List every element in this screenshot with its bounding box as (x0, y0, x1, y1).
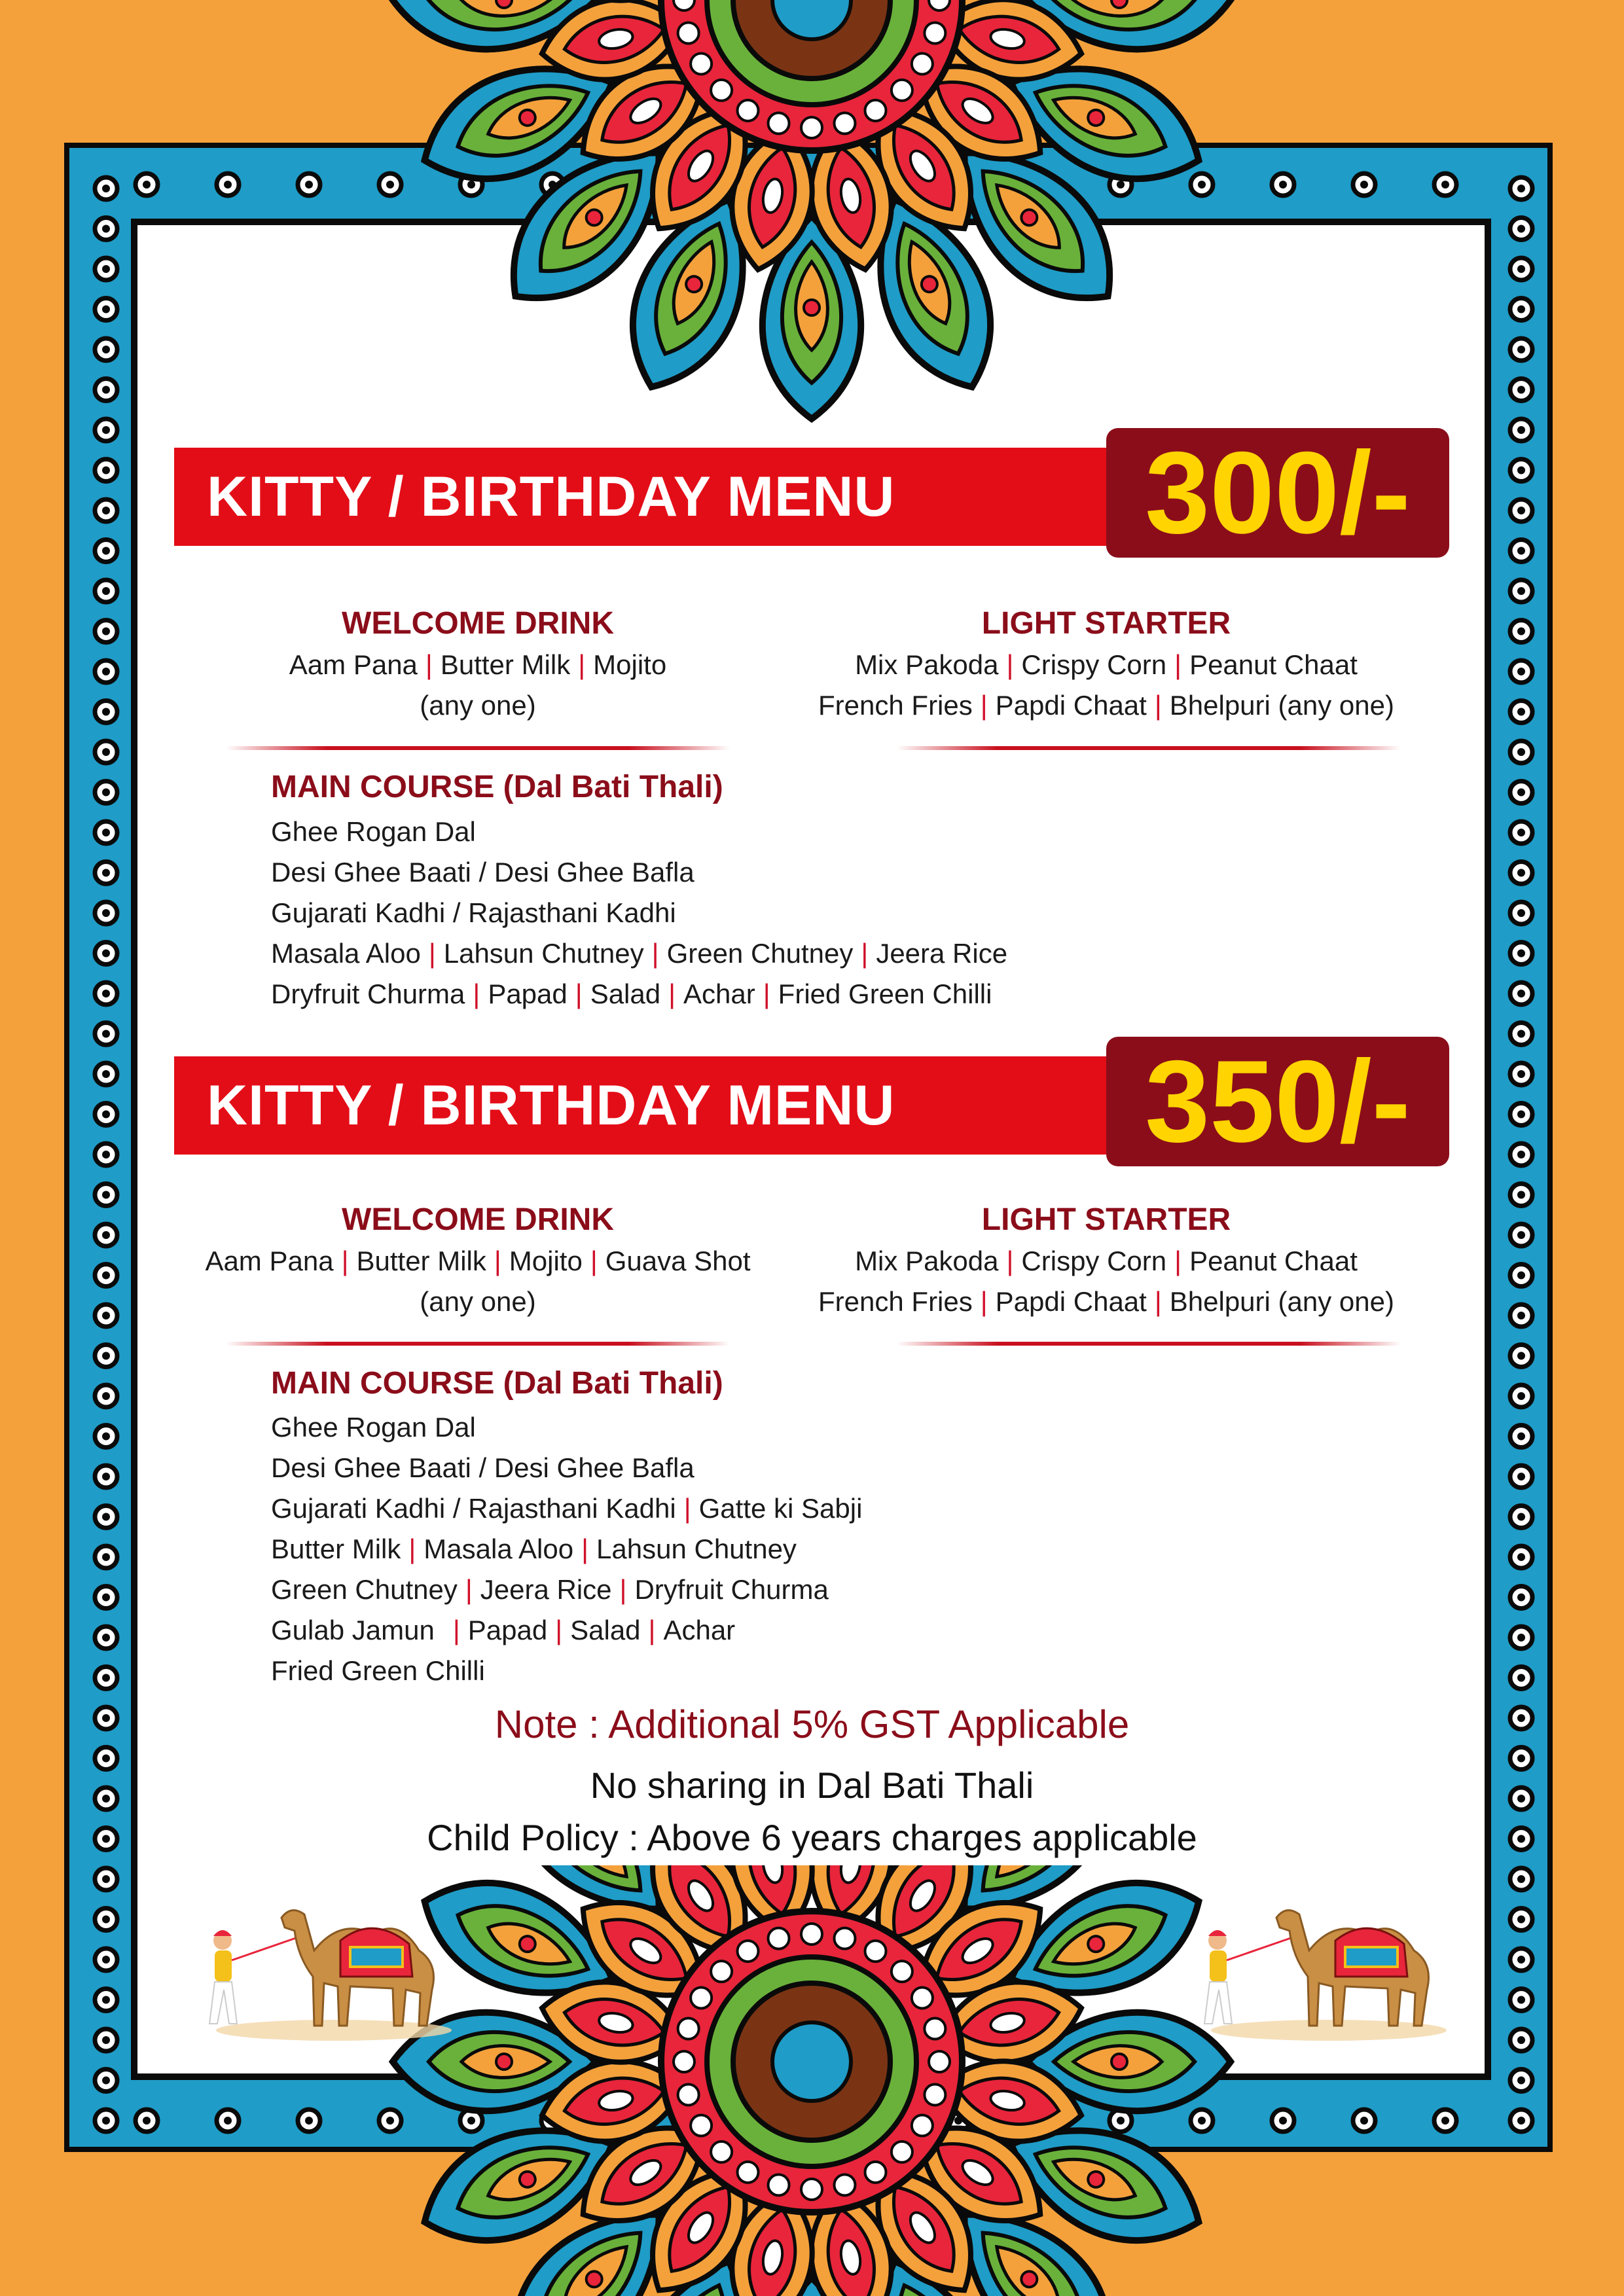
list-item (271, 1407, 862, 1448)
drink-item: Guava Shot (605, 1246, 751, 1276)
dish: Papad (467, 1615, 548, 1645)
gst-note: Note : Additional 5% GST Applicable (494, 1702, 1130, 1746)
menu-1-light-starter-line1 (779, 649, 1434, 681)
starter-item: Peanut Chaat (1189, 1246, 1358, 1276)
menu-1-welcome-drink-heading: WELCOME DRINK (342, 606, 614, 641)
dish: Dryfruit Churma (634, 1574, 829, 1605)
list-item (271, 893, 1007, 933)
drink-item: Aam Pana (289, 649, 418, 680)
separator: | (668, 978, 676, 1009)
menu-2-starter-divider (897, 1342, 1401, 1346)
separator: | (980, 690, 988, 721)
separator: | (428, 938, 436, 969)
dish: Desi Ghee Baati / Desi Ghee Bafla (271, 857, 695, 888)
list-item (271, 1529, 862, 1570)
separator: | (452, 1615, 460, 1645)
dish: Lahsun Chutney (596, 1534, 797, 1564)
dish: Dryfruit Churma (271, 978, 465, 1009)
camel-illustration-right (1178, 1878, 1460, 2049)
list-item (271, 1651, 862, 1691)
dish: Fried Green Chilli (778, 978, 992, 1009)
list-item (271, 933, 1007, 974)
menu-1-light-starter-line2 (779, 690, 1434, 721)
menu-1-welcome-drink-note: (any one) (420, 690, 536, 721)
separator: | (575, 978, 583, 1009)
dish: Salad (570, 1615, 641, 1645)
separator: | (1154, 690, 1162, 721)
dish: Gulab Jamun (271, 1615, 435, 1645)
dish: Salad (590, 978, 661, 1009)
list-item (271, 974, 1007, 1014)
dish: Gujarati Kadhi / Rajasthani Kadhi (271, 1493, 676, 1524)
separator: | (581, 1534, 589, 1564)
separator: | (473, 978, 480, 1009)
dish: Ghee Rogan Dal (271, 1412, 476, 1443)
dish: Desi Ghee Baati / Desi Ghee Bafla (271, 1452, 695, 1483)
separator: | (590, 1246, 598, 1276)
starter-item: Bhelpuri (any one) (1169, 1286, 1394, 1317)
starter-item: Crispy Corn (1021, 1246, 1167, 1276)
mandala-top-overlay (216, 0, 1407, 432)
dish: Papad (488, 978, 568, 1009)
drink-item: Mojito (593, 649, 667, 680)
separator: | (408, 1534, 416, 1564)
starter-item: Mix Pakoda (855, 649, 999, 680)
menu-2-light-starter-line1 (779, 1246, 1434, 1277)
child-policy-note: Child Policy : Above 6 years charges applicable (427, 1817, 1197, 1858)
menu-2-welcome-drink-items (151, 1246, 805, 1277)
menu-2-light-starter-line2 (779, 1286, 1434, 1318)
dish: Achar (663, 1615, 736, 1645)
list-item (271, 1488, 862, 1529)
starter-item: French Fries (818, 690, 973, 721)
menu-2-light-starter-heading: LIGHT STARTER (981, 1202, 1231, 1237)
starter-item: Papdi Chaat (995, 1286, 1147, 1317)
dish: Green Chutney (271, 1574, 458, 1605)
separator: | (648, 1615, 656, 1645)
drink-item: Butter Milk (356, 1246, 486, 1276)
menu-1-price-badge: 300/- (1106, 428, 1449, 558)
separator: | (425, 649, 433, 680)
starter-item: Papdi Chaat (995, 690, 1147, 721)
dish: Gatte ki Sabji (698, 1493, 863, 1524)
starter-item: Bhelpuri (any one) (1169, 690, 1394, 721)
starter-item: Crispy Corn (1021, 649, 1167, 680)
separator: | (1174, 1246, 1182, 1276)
dish: Gujarati Kadhi / Rajasthani Kadhi (271, 897, 676, 928)
list-item (271, 812, 1007, 852)
dish: Fried Green Chilli (271, 1655, 485, 1686)
separator: | (555, 1615, 563, 1645)
list-item (271, 1570, 862, 1610)
list-item (271, 1610, 862, 1651)
separator: | (683, 1493, 691, 1524)
separator: | (465, 1574, 473, 1605)
menu-2-title: KITTY / BIRTHDAY MENU (207, 1074, 895, 1137)
dish: Ghee Rogan Dal (271, 816, 476, 847)
separator: | (1154, 1286, 1162, 1317)
list-item (271, 852, 1007, 893)
separator: | (861, 938, 869, 969)
starter-item: French Fries (818, 1286, 973, 1317)
menu-2-welcome-drink-note: (any one) (420, 1286, 536, 1317)
dish: Jeera Rice (876, 938, 1008, 969)
separator: | (341, 1246, 349, 1276)
separator: | (1006, 649, 1014, 680)
separator: | (651, 938, 659, 969)
sharing-note: No sharing in Dal Bati Thali (590, 1765, 1034, 1806)
menu-1-light-starter-heading: LIGHT STARTER (981, 606, 1231, 641)
menu-1-starter-divider (897, 746, 1401, 750)
menu-1-welcome-divider (226, 746, 730, 750)
dish: Masala Aloo (271, 938, 421, 969)
separator: | (763, 978, 770, 1009)
separator: | (1174, 649, 1182, 680)
dish: Jeera Rice (480, 1574, 612, 1605)
camel-illustration-left (183, 1878, 465, 2049)
separator: | (619, 1574, 627, 1605)
menu-2-main-course-list (271, 1407, 862, 1691)
dish: Lahsun Chutney (443, 938, 644, 969)
drink-item: Mojito (509, 1246, 583, 1276)
dish: Butter Milk (271, 1534, 401, 1564)
menu-2-welcome-divider (226, 1342, 730, 1346)
menu-1-main-course-heading: MAIN COURSE (Dal Bati Thali) (271, 770, 723, 804)
menu-2-welcome-drink-heading: WELCOME DRINK (342, 1202, 614, 1237)
separator: | (494, 1246, 501, 1276)
dish: Masala Aloo (424, 1534, 574, 1564)
starter-item: Mix Pakoda (855, 1246, 999, 1276)
drink-item: Butter Milk (440, 649, 571, 680)
dish: Green Chutney (666, 938, 854, 969)
menu-1-welcome-drink-items (151, 649, 805, 681)
starter-item: Peanut Chaat (1189, 649, 1358, 680)
menu-2-price-badge: 350/- (1106, 1037, 1449, 1166)
separator: | (980, 1286, 988, 1317)
dish: Achar (683, 978, 755, 1009)
list-item (271, 1448, 862, 1488)
menu-2-title-banner (174, 1056, 1123, 1155)
drink-item: Aam Pana (205, 1246, 334, 1276)
menu-1-title-banner (174, 448, 1123, 546)
separator: | (1006, 1246, 1014, 1276)
menu-1-title: KITTY / BIRTHDAY MENU (207, 465, 895, 528)
menu-2-main-course-heading: MAIN COURSE (Dal Bati Thali) (271, 1366, 723, 1401)
menu-1-main-course-list (271, 812, 1007, 1014)
separator: | (578, 649, 586, 680)
